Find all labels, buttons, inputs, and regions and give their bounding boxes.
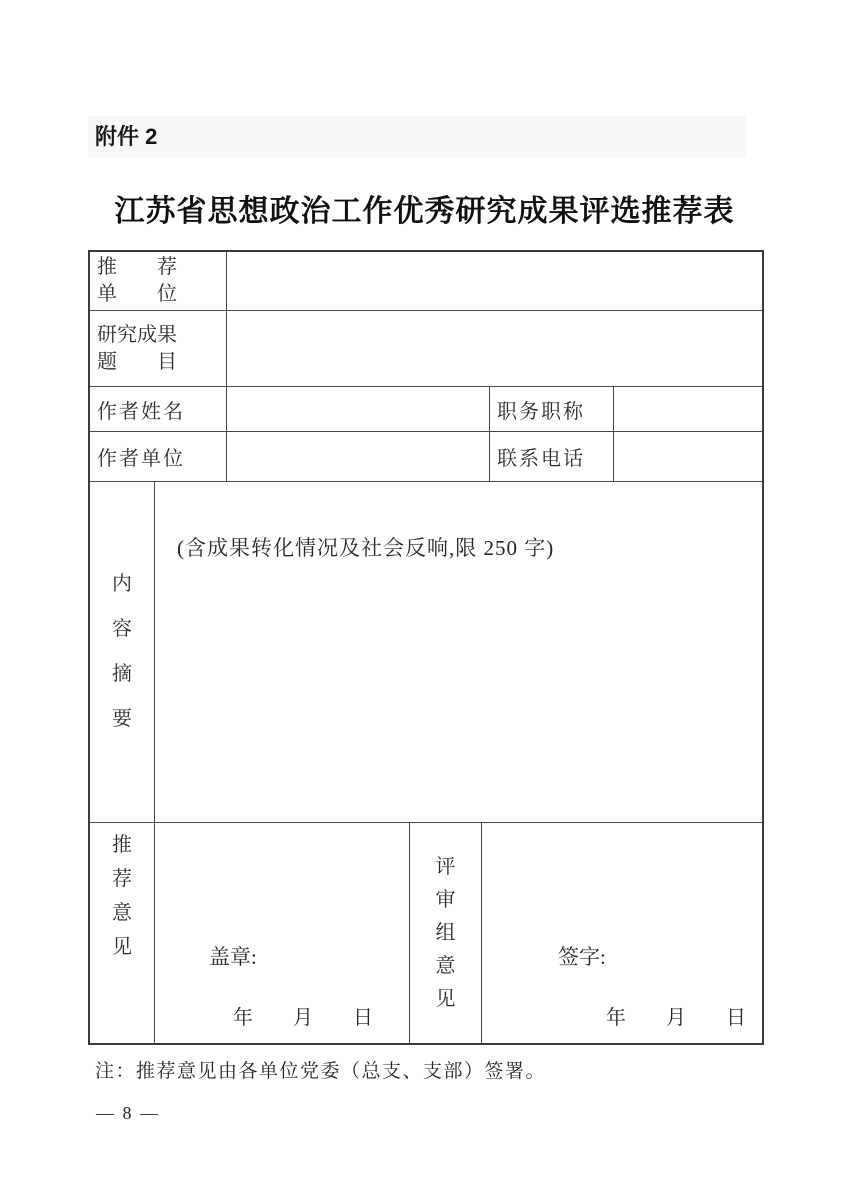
contact-phone-label: 联系电话 [490,432,614,481]
recommending-unit-label-line1: 推 荐 [97,256,177,278]
seal-sign-area [155,941,409,1030]
recommendation-seal-cell [155,823,410,1043]
review-panel-sign-cell [482,823,762,1043]
recommendation-vertical-label: 推荐意见 [112,834,132,958]
achievement-title-label-line2: 题 目 [97,350,177,373]
seal-date-line: 年 月 日 [233,1007,373,1029]
author-name-label: 作者姓名 [90,387,227,431]
position-title-value-cell [614,387,762,431]
footnote: 注：推荐意见由各单位党委（总支、支部）签署。 [95,1061,547,1082]
author-name-value-cell [227,387,490,431]
abstract-content-cell [155,482,762,822]
contact-phone-value-cell [614,432,762,481]
seal-label: 盖章: [209,945,257,969]
abstract-hint: (含成果转化情况及社会反响,限 250 字) [177,536,555,560]
row-abstract [90,482,762,823]
achievement-title-label-line1: 研究成果 [97,323,177,346]
attachment-highlight-bar [88,116,746,157]
row-author-unit [90,432,762,482]
author-unit-value-cell [227,432,490,481]
row-recommendation-opinion [90,823,762,1043]
author-unit-label: 作者单位 [90,432,227,481]
abstract-label-cell [90,482,155,822]
recommending-unit-value-cell [227,252,762,310]
review-panel-label-cell [410,823,482,1043]
position-title-label: 职务职称 [490,387,614,431]
row-achievement-title [90,311,762,387]
signature-sign-area [482,941,762,1030]
abstract-vertical-label: 内容摘要 [112,573,132,730]
recommendation-form-table [88,250,764,1045]
recommendation-label-cell [90,823,155,1043]
recommending-unit-label-line2: 单 位 [97,283,177,305]
page-title: 江苏省思想政治工作优秀研究成果评选推荐表 [114,195,735,228]
review-panel-vertical-label: 评审组意见 [435,855,456,1010]
attachment-label: 附件 2 [95,124,158,149]
recommending-unit-label [90,252,227,310]
page-number: — 8 — [96,1103,160,1123]
signature-label: 签字: [558,945,606,969]
row-recommending-unit [90,252,762,311]
achievement-title-label [90,311,227,386]
signature-date-line: 年 月 日 [606,1007,746,1029]
row-author-name [90,387,762,432]
achievement-title-value-cell [227,311,762,386]
